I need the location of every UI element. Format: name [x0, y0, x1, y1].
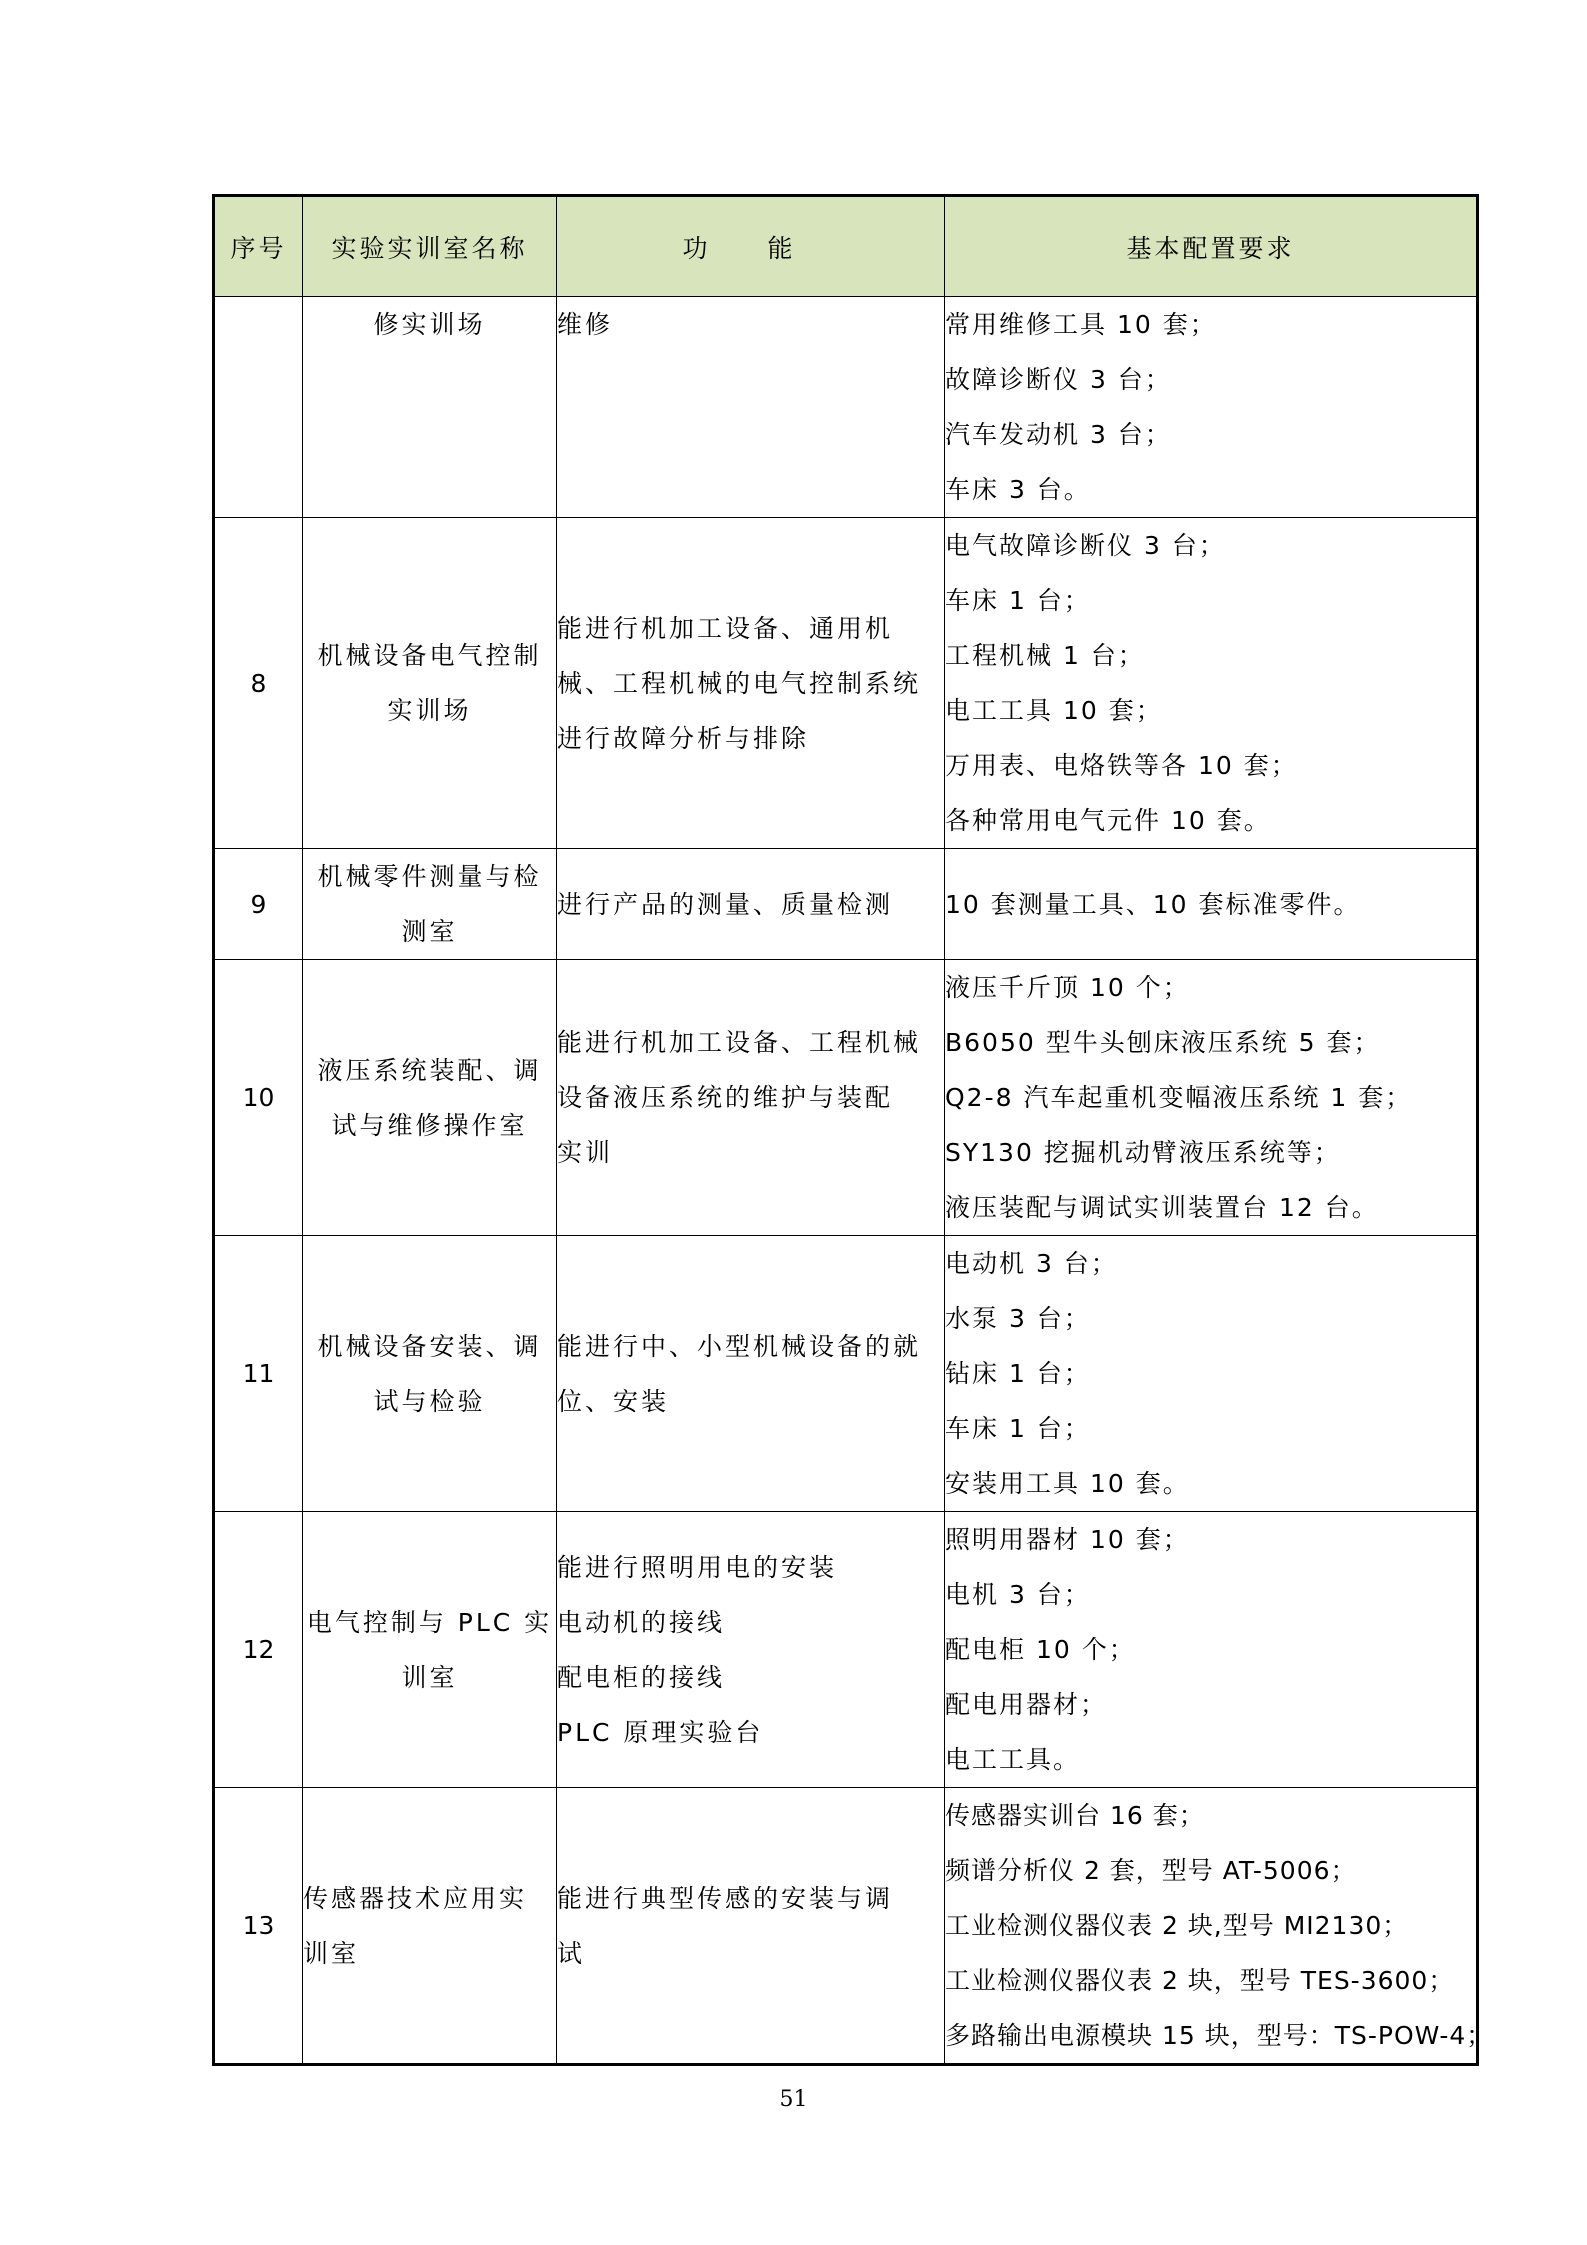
lab-name-line: 修实训场	[373, 310, 486, 339]
requirement-line: 电气故障诊断仪 3 台；	[945, 531, 1226, 560]
function-line: PLC 原理实验台	[557, 1717, 764, 1747]
requirements-cell	[945, 1512, 1478, 1788]
function-cell	[557, 1512, 945, 1788]
requirement-line: 钻床 1 台；	[945, 1359, 1091, 1388]
requirement-line: 电动机 3 台；	[945, 1249, 1118, 1278]
requirement-line: 各种常用电气元件 10 套。	[945, 806, 1271, 835]
requirement-line: 10 套测量工具、10 套标准零件。	[945, 889, 1361, 919]
row-number: 13	[214, 1788, 303, 2065]
header-function: 功 能	[557, 196, 945, 297]
function-line: 设备液压系统的维护与装配	[557, 1083, 894, 1112]
table-row	[214, 1788, 1478, 2065]
lab-name-line: 液压系统装配、调	[317, 1055, 542, 1085]
lab-name-line: 测室	[401, 917, 458, 946]
table-row	[214, 297, 1478, 518]
table-row	[214, 849, 1478, 960]
requirements-cell	[945, 297, 1478, 518]
lab-name-line: 试与维修操作室	[331, 1110, 528, 1140]
table-row	[214, 960, 1478, 1236]
function-line: 试	[557, 1938, 586, 1968]
lab-name-cell	[303, 1788, 557, 2065]
table-row	[214, 1512, 1478, 1788]
requirement-line: SY130 挖掘机动臂液压系统等；	[945, 1138, 1341, 1167]
requirements-cell	[945, 1788, 1493, 2065]
requirement-line: 电机 3 台；	[945, 1580, 1091, 1609]
function-line: 能进行典型传感的安装与调	[557, 1883, 894, 1913]
function-line: 进行故障分析与排除	[557, 723, 810, 753]
lab-name-cell	[303, 518, 557, 849]
lab-name-cell	[303, 1512, 557, 1788]
lab-name-line: 传感器技术应用实	[303, 1883, 528, 1913]
function-line: 维修	[557, 310, 614, 339]
requirement-line: 电工工具 10 套；	[945, 696, 1163, 725]
requirements-cell	[945, 849, 1478, 960]
lab-name-cell	[303, 297, 557, 518]
requirement-line: 常用维修工具 10 套；	[945, 310, 1217, 339]
lab-name-line: 试与检验	[373, 1386, 486, 1416]
row-number: 10	[214, 960, 303, 1236]
function-line: 实训	[557, 1138, 614, 1167]
table-header-row	[214, 196, 1478, 297]
requirement-line: 液压装配与调试实训装置台 12 台。	[945, 1193, 1379, 1222]
function-cell	[557, 518, 945, 849]
header-seq: 序号	[214, 196, 303, 297]
requirement-line: 频谱分析仪 2 套，型号 AT-5006；	[945, 1856, 1357, 1885]
lab-name-cell	[303, 1236, 557, 1512]
row-number	[214, 297, 303, 518]
function-line: 械、工程机械的电气控制系统	[557, 668, 922, 698]
function-line: 能进行照明用电的安装	[557, 1552, 838, 1582]
function-cell	[557, 960, 945, 1236]
lab-name-line: 训室	[401, 1662, 458, 1692]
function-cell	[557, 1236, 945, 1512]
lab-name-line: 机械零件测量与检	[317, 862, 542, 891]
requirement-line: 工程机械 1 台；	[945, 641, 1145, 670]
function-line: 进行产品的测量、质量检测	[557, 889, 894, 919]
requirement-line: 汽车发动机 3 台；	[945, 420, 1172, 449]
requirement-line: 车床 1 台；	[945, 1414, 1091, 1443]
requirement-line: 车床 1 台；	[945, 586, 1091, 615]
requirement-line: 多路输出电源模块 15 块，型号：TS-POW-4；	[945, 2021, 1493, 2050]
table-row	[214, 518, 1478, 849]
function-line: 能进行机加工设备、工程机械	[557, 1028, 922, 1057]
header-lab-name: 实验实训室名称	[303, 196, 557, 297]
requirement-line: Q2-8 汽车起重机变幅液压系统 1 套；	[945, 1083, 1413, 1112]
lab-name-line: 训室	[303, 1938, 360, 1968]
lab-name-line: 机械设备电气控制	[317, 641, 542, 670]
row-number: 8	[214, 518, 303, 849]
requirement-line: 故障诊断仪 3 台；	[945, 365, 1172, 394]
function-line: 能进行机加工设备、通用机	[557, 613, 894, 643]
function-line: 位、安装	[557, 1386, 670, 1416]
page-number: 51	[779, 2087, 808, 2112]
requirements-cell	[945, 1236, 1478, 1512]
row-number: 12	[214, 1512, 303, 1788]
requirement-line: 水泵 3 台；	[945, 1304, 1091, 1333]
requirement-line: 液压千斤顶 10 个；	[945, 973, 1190, 1002]
requirement-line: 安装用工具 10 套。	[945, 1469, 1190, 1498]
requirement-line: 照明用器材 10 套；	[945, 1525, 1190, 1554]
requirements-cell	[945, 518, 1478, 849]
function-line: 配电柜的接线	[557, 1662, 726, 1692]
requirement-line: 传感器实训台 16 套；	[945, 1801, 1205, 1830]
lab-name-line: 电气控制与 PLC 实	[306, 1607, 553, 1637]
row-number: 9	[214, 849, 303, 960]
lab-name-line: 实训场	[387, 696, 472, 725]
lab-name-cell	[303, 960, 557, 1236]
requirement-line: 配电柜 10 个；	[945, 1635, 1136, 1664]
requirement-line: 工业检测仪器仪表 2 块,型号 MI2130；	[945, 1911, 1409, 1940]
function-line: 能进行中、小型机械设备的就	[557, 1331, 922, 1361]
requirement-line: 配电用器材；	[945, 1690, 1108, 1719]
requirement-line: B6050 型牛头刨床液压系统 5 套；	[945, 1028, 1381, 1057]
requirement-line: 万用表、电烙铁等各 10 套；	[945, 751, 1298, 780]
function-cell	[557, 849, 945, 960]
function-line: 电动机的接线	[557, 1607, 726, 1637]
requirement-line: 电工工具。	[945, 1745, 1081, 1774]
requirement-line: 工业检测仪器仪表 2 块，型号 TES-3600；	[945, 1966, 1455, 1995]
config-table-container	[212, 194, 1493, 2066]
lab-config-table	[212, 194, 1493, 2066]
requirements-cell	[945, 960, 1478, 1236]
lab-name-cell	[303, 849, 557, 960]
function-cell	[557, 1788, 945, 2065]
table-row	[214, 1236, 1478, 1512]
function-cell	[557, 297, 945, 518]
requirement-line: 车床 3 台。	[945, 475, 1091, 504]
row-number: 11	[214, 1236, 303, 1512]
lab-name-line: 机械设备安装、调	[317, 1331, 542, 1361]
header-requirements: 基本配置要求	[945, 196, 1478, 297]
